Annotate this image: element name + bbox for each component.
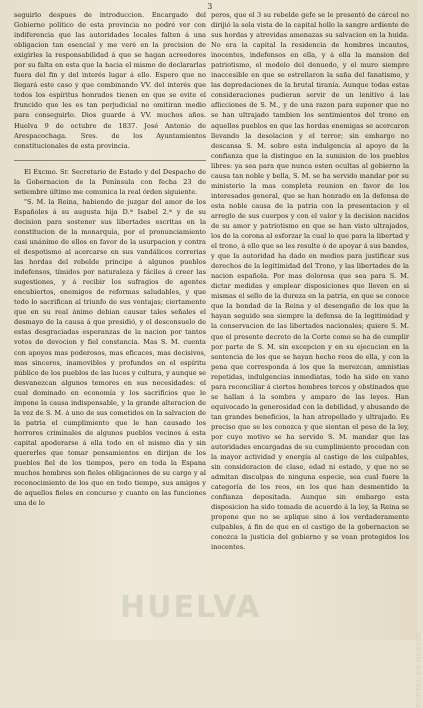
right-paragraph-1: peros, que el 3 su rebelde gefe se le presentó de cárcel no dirijió la sola vista de la capital hollo la sangre ardiente de sus hordas y atrevidas amenazas su salvacion en la huida. No era la capital la residencia de hombres incautos, inocentes, indefensos en ella, y á ella la mansion del patriotismo, el modelo del denuedo, y el muro siempre inaccesible en que se estrellaron la saña del fanatismo, y las depredaciones de la brutal tiranía. Aunque todas estas consideraciones pudieran servir de un lenitivo á las aflicciones de S. M., y de una razon para suponer que no se han ultrajado tambien los sentimientos del trono en aquellos pueblos en que las hordas enemigas se acercaron llevando la desolacion y el terror; sin embargo no descansa S. M. sobre esta indulgencia al apoyo de la confianza que la distingue en la sumision de los pueblos libres: ya sea para que nunca esten ocultas al gobierno la causa tan noble y bella, S. M. se ha servido mandar por su ministerio la mas completa reunion en favor de los interesados general, que se han honrado en la defensa de esta noble causa de la patria con la presentacion y el arreglo de sus cuerpos y con el valor y la decision nacidos de su amor y patriotismo en que se han visto ultrajados, los de la corona al esforzar la cual lo que para la libertad y el trono, á ello que se les resulte ó de apoyar á sus bandos, y que la autoridad ha dado en medios para justificar sus derechos de la legitimidad del Trono, y las libertades de la nacion española. Por mas dolorosa que sea para S. M. dictar medidas y emplear disposiciones que lleven en si mismas el sello de la dureza en la patria, en que se conoce que la bondad de la Reina y el desengaño de los que la hayan seguido sea siempre la defensa de la legitimidad y la conservacion de las libertades nacionales; quiere S. M. que el presente decreto de la Corte como se ha de cumplir por parte de S. M. sin excepcion y en su ejecucion en la sentencia de los que se hayan hecho reos de ella, y con la pena que corresponda á los que la merezcan, amnistias repetidas, indulgencias inmediatas, todo ha sido en vano para reconciliar á ciertos hombres tercos y obstinados que se hallan á la sombra y amparo de las leyes. Han equivocado la generosidad con la debilidad, y abusando de tan grandes beneficios, la han atropellado y ultrajado. Es preciso que se les conozca y que sientan el peso de la ley, por cuyo motivo se ha servido S. M. mandar que las autoridades encargadas de su cumplimiento procedan con la mayor actividad y energía al castigo de los culpables, sin consideracion de clase, edad ni estado, y que no se admitan disculpas de ninguna especie, sea cual fuere la categoría de los reos, en los que han desmentido la confianza depositada. Aunque sin embargo esta disposicion ha sido tomada de acuerdo á la ley, la Reina se propone que no se aplique sino á los verdaderamente culpables, á fin de que en el castigo de la gobernacion se conozca la justicia del gobierno y se vean protegidos los inocentes. xyxy=(211,11,409,552)
left-paragraph-3: "S. M. la Reina, habiendo de juzgar del amor de los Españoles á su augusta hija D.ª Isabel 2.ª y de su decision para sostener sus libertades escritas en la constitucion de la monarquía, por el pronunciamiento casi unánime de ellos en favor de la usurpacion y contra el despotismo al acercarse en sus vandálicos correrias las hordas del rebelde principe á algunos pueblos indefensos, tímidos por naturaleza y fáciles á creer las sugestiones, y á recibir los sufragios de agentes encubiertos, enemigos de reformas saludables, y que todo lo sacrifican al triunfo de sus ventajas; ciertamente que en su real ánimo debian causar tales señales el desmayo de la causa á que presidió, y el desconsuelo de estas desgraciadas esperanzas de la nacion por tantos votos de devocion y fiel constancia. Mas S. M. cuenta con apoyos mas poderosos, mas eficaces, mas decisivos, mas sinceros, inamovibles y profundos en el espíritu público de los pueblos de las luces y cultura, y aunque se desvanezcan algunos temores en sus necesidades: el cual dominado en economía y los sacrificios que le impone la causa indispensable, y la grande alteracion de la vez de S. M. á uno de sus cometidos en la salvacion de la patria el cumplimiento que le han causado los horrores criminales de algunos pueblos vecinos á esta capital apoderarse á ella todo en el mismo dia y sin quererles que tomar pensamientos en dirijan de los pueblos fiel de los tiempos, pero en toda la Espana muchos hombres son fieles obligaciones de su cargo y al reconocimiento de los que en todo tiempo, sus amigos y de aquellos fieles en concurso y cuanto en las funciones una de lo xyxy=(14,197,206,508)
left-column xyxy=(14,10,206,508)
right-column xyxy=(211,10,409,553)
watermark-side-text: PORTAL DE HUELVA xyxy=(415,632,423,708)
page-number: 3 xyxy=(207,2,213,11)
watermark-side xyxy=(365,540,423,708)
watermark-bottom-text: HUELVA xyxy=(120,590,262,625)
left-paragraph-2: El Excmo. Sr. Secretario de Estado y del Despacho de la Gobernacion de la Península con fecha 23 de setiembre último me comunica la real órden siguiente. xyxy=(14,167,206,196)
left-paragraph-1: seguirlo despues de introduccion. Encargado del Gobierno político de esta provincia no podré ver con indiferencia que las autoridades locales falten á una obligacion tan esencial y me veré en la precision de exigirles la responsabilidad á que se hagan acreedores por su falta en esta que la hacia el mismo de declararlas fuera del fin y del interés lugar á ello. Espero que no llegará este caso y que combinando VV. del interés que todos los espíritus honrados tienen en que se evite el fruncido que les es tan perjudicial no omitiran medio para conseguirlo. Dios guarde á VV. muchos años. Huelva 9 de octubre de 1837. José Antonio de Arespacochaga. Sres. de los Ayuntamientos constitucionales de esta provincia. xyxy=(14,11,206,150)
section-divider xyxy=(14,160,206,161)
